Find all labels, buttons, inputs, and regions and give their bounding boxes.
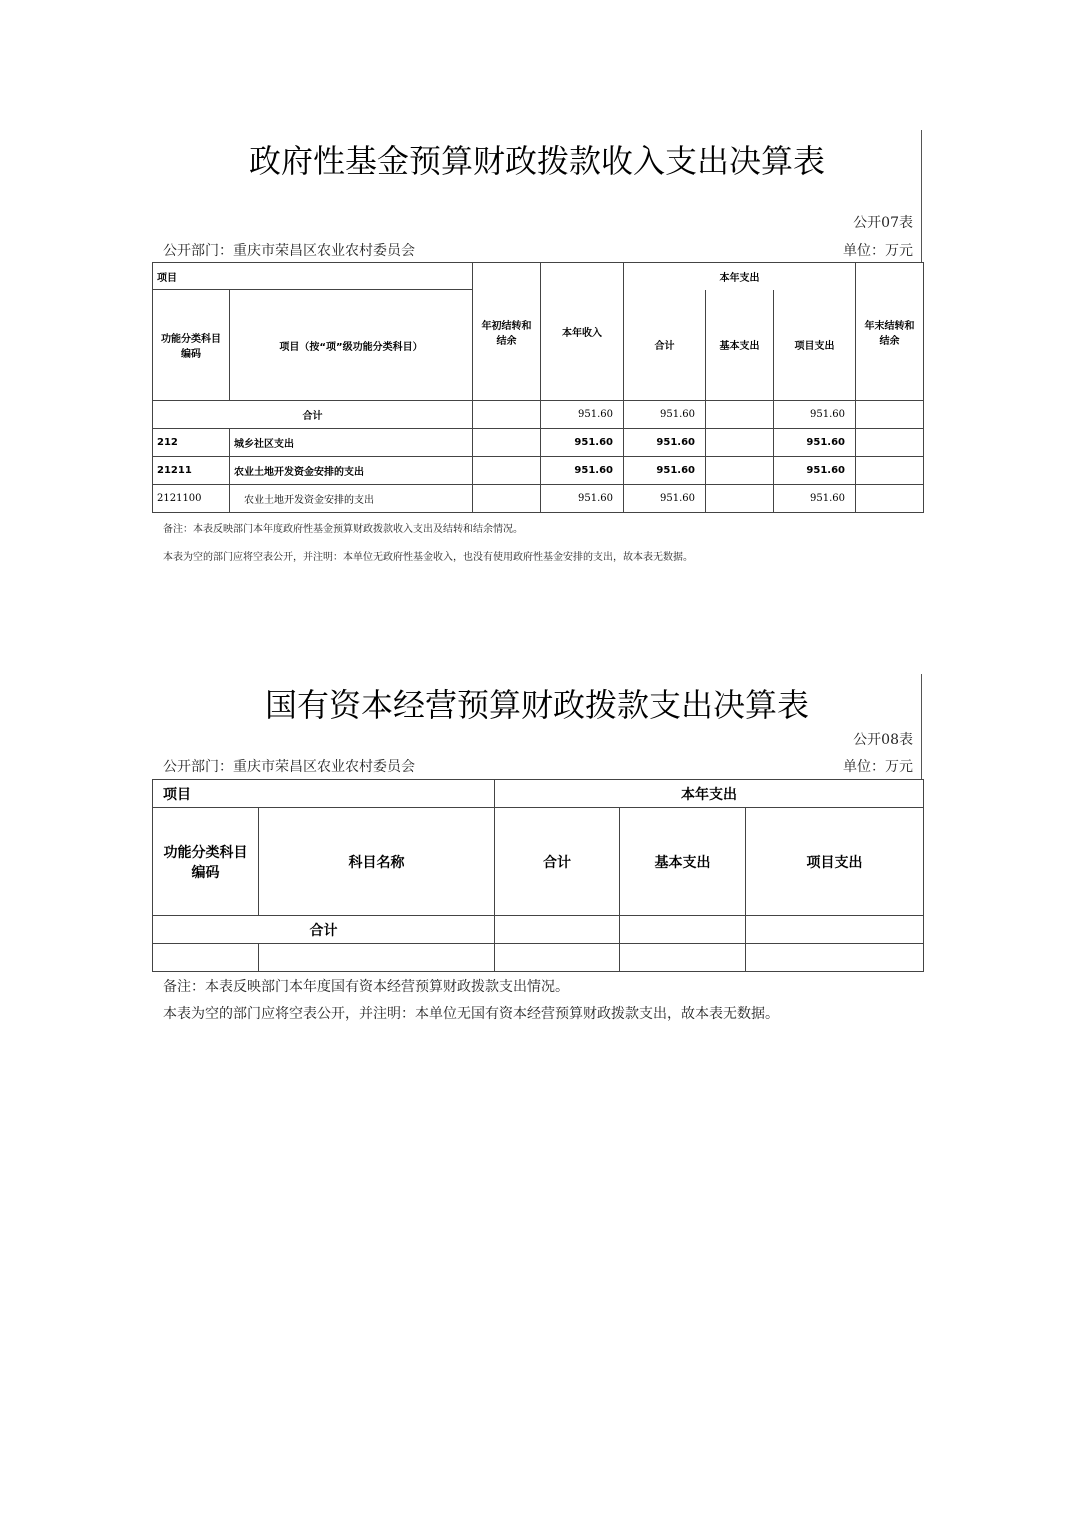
- table1-header-end-balance: 年末结转和结余: [856, 263, 924, 401]
- table2-note2: 本表为空的部门应将空表公开，并注明：本单位无国有资本经营预算财政拨款支出，故本表无数据。: [163, 1006, 779, 1022]
- table1-total-label: 合计: [153, 401, 473, 429]
- table1: [152, 262, 924, 513]
- table-row: [153, 485, 924, 513]
- table-row: [153, 457, 924, 485]
- table1-department: 公开部门：重庆市荣昌区农业农村委员会: [163, 243, 415, 259]
- row-code: 2121100: [153, 485, 230, 513]
- row-name: 农业土地开发资金安排的支出: [230, 485, 473, 513]
- table1-header-income: 本年收入: [541, 263, 624, 401]
- row-project: 951.60: [774, 485, 856, 513]
- table1-header-basic: 基本支出: [706, 290, 774, 401]
- row-name: 农业土地开发资金安排的支出: [230, 457, 473, 485]
- row-project: 951.60: [774, 429, 856, 457]
- table2-header-basic: 基本支出: [620, 808, 746, 916]
- table1-header-item-name: 项目（按“项”级功能分类科目）: [230, 290, 473, 401]
- row-code: 21211: [153, 457, 230, 485]
- table-row: [153, 916, 924, 944]
- table-row: [153, 401, 924, 429]
- table1-total-income: 951.60: [541, 401, 624, 429]
- table2-department: 公开部门：重庆市荣昌区农业农村委员会: [163, 759, 415, 775]
- table2: [152, 779, 924, 972]
- row-total: 951.60: [624, 457, 706, 485]
- table2-title: 国有资本经营预算财政拨款支出决算表: [264, 686, 809, 724]
- table2-note1: 备注：本表反映部门本年度国有资本经营预算财政拨款支出情况。: [163, 979, 569, 995]
- table1-form-number: 公开07表: [853, 215, 913, 231]
- row-income: 951.60: [541, 429, 624, 457]
- table2-form-number: 公开08表: [853, 732, 913, 748]
- table-row: [153, 944, 924, 972]
- table2-header-project: 项目支出: [746, 808, 924, 916]
- table1-header-project: 项目支出: [774, 290, 856, 401]
- table1-title: 政府性基金预算财政拨款收入支出决算表: [248, 142, 825, 180]
- table1-unit: 单位：万元: [843, 243, 913, 259]
- table2-header-current-expense: 本年支出: [495, 780, 924, 808]
- table2-header-total: 合计: [495, 808, 620, 916]
- table1-header-func-code: 功能分类科目编码: [153, 290, 230, 401]
- table1-note2: 本表为空的部门应将空表公开，并注明：本单位无政府性基金收入，也没有使用政府性基金安排的支出，故本表无数据。: [163, 552, 693, 563]
- row-income: 951.60: [541, 485, 624, 513]
- table1-header-item: 项目: [153, 263, 473, 290]
- table1-header-begin-balance: 年初结转和结余: [473, 263, 541, 401]
- table1-header-total: 合计: [624, 290, 706, 401]
- table1-note1: 备注：本表反映部门本年度政府性基金预算财政拨款收入支出及结转和结余情况。: [163, 524, 523, 535]
- table2-unit: 单位：万元: [843, 759, 913, 775]
- table2-total-label: 合计: [153, 916, 495, 944]
- table1-total-total: 951.60: [624, 401, 706, 429]
- row-total: 951.60: [624, 485, 706, 513]
- table2-header-func-code: 功能分类科目编码: [153, 808, 259, 916]
- row-code: 212: [153, 429, 230, 457]
- table-row: [153, 429, 924, 457]
- table1-header-current-expense: 本年支出: [624, 263, 856, 290]
- row-project: 951.60: [774, 457, 856, 485]
- table1-total-project: 951.60: [774, 401, 856, 429]
- row-total: 951.60: [624, 429, 706, 457]
- row-name: 城乡社区支出: [230, 429, 473, 457]
- table2-header-item: 项目: [153, 780, 495, 808]
- row-income: 951.60: [541, 457, 624, 485]
- table2-header-subject-name: 科目名称: [259, 808, 495, 916]
